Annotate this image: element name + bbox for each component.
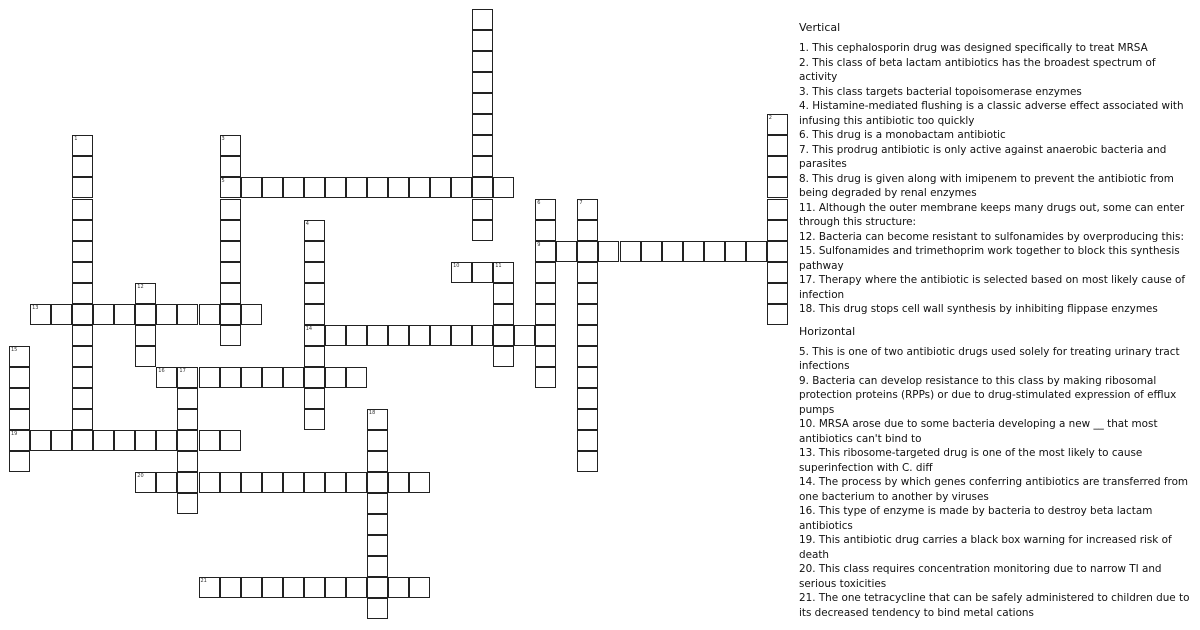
- crossword-cell[interactable]: [72, 262, 93, 283]
- crossword-cell[interactable]: [177, 388, 198, 409]
- clue-number: 19: [11, 431, 18, 437]
- crossword-cell[interactable]: [199, 304, 220, 325]
- crossword-cell[interactable]: [767, 220, 788, 241]
- crossword-cell[interactable]: [72, 283, 93, 304]
- crossword-cell[interactable]: [430, 325, 451, 346]
- crossword-cell[interactable]: [472, 177, 493, 198]
- crossword-cell[interactable]: [72, 156, 93, 177]
- clue-number: 5: [221, 178, 225, 185]
- crossword-cell[interactable]: [135, 346, 156, 367]
- crossword-cell[interactable]: [72, 325, 93, 346]
- crossword-cell[interactable]: [9, 388, 30, 409]
- crossword-cell[interactable]: [493, 283, 514, 304]
- crossword-cell[interactable]: [199, 472, 220, 493]
- crossword-cell[interactable]: [535, 220, 556, 241]
- crossword-cell[interactable]: [367, 493, 388, 514]
- crossword-cell[interactable]: [641, 241, 662, 262]
- clues-panel: [799, 21, 1197, 620]
- crossword-cell[interactable]: [346, 177, 367, 198]
- clue-item: 19. This antibiotic drug carries a black box warning for increased risk of death: [799, 534, 1172, 561]
- crossword-cell[interactable]: [556, 241, 577, 262]
- crossword-cell[interactable]: [535, 325, 556, 346]
- crossword-cell[interactable]: [241, 472, 262, 493]
- crossword-cell[interactable]: [156, 472, 177, 493]
- crossword-cell[interactable]: [409, 177, 430, 198]
- crossword-cell[interactable]: [535, 241, 556, 262]
- crossword-cell[interactable]: [767, 135, 788, 156]
- crossword-cell[interactable]: [577, 388, 598, 409]
- crossword-cell[interactable]: [388, 177, 409, 198]
- crossword-cell[interactable]: [367, 177, 388, 198]
- crossword-cell[interactable]: [493, 304, 514, 325]
- crossword-cell[interactable]: [767, 262, 788, 283]
- crossword-cell[interactable]: [199, 430, 220, 451]
- crossword-cell[interactable]: [51, 304, 72, 325]
- crossword-cell[interactable]: [177, 472, 198, 493]
- crossword-cell[interactable]: [241, 177, 262, 198]
- crossword-cell[interactable]: [304, 262, 325, 283]
- clue-number: 7: [579, 199, 583, 206]
- crossword-cell[interactable]: [577, 451, 598, 472]
- clue-item: 7. This prodrug antibiotic is only active against anaerobic bacteria and parasites: [799, 143, 1167, 170]
- crossword-cell[interactable]: [156, 430, 177, 451]
- clue-number: 20: [137, 473, 144, 480]
- crossword-cell[interactable]: [220, 577, 241, 598]
- crossword-cell[interactable]: [262, 472, 283, 493]
- crossword-cell[interactable]: [367, 577, 388, 598]
- crossword-cell[interactable]: [72, 199, 93, 220]
- crossword-cell[interactable]: [535, 304, 556, 325]
- crossword-cell[interactable]: [72, 241, 93, 262]
- crossword-cell[interactable]: [767, 199, 788, 220]
- crossword-cell[interactable]: [662, 241, 683, 262]
- crossword-cell[interactable]: [304, 304, 325, 325]
- crossword-cell[interactable]: [346, 577, 367, 598]
- crossword-cell[interactable]: [51, 430, 72, 451]
- crossword-cell[interactable]: [577, 409, 598, 430]
- clue-item: 4. Histamine-mediated flushing is a classic adverse effect associated with infusing this antibiotic too quickly: [799, 100, 1184, 127]
- crossword-cell[interactable]: [220, 325, 241, 346]
- crossword-cell[interactable]: [72, 177, 93, 198]
- crossword-cell[interactable]: [725, 241, 746, 262]
- crossword-cell[interactable]: [388, 325, 409, 346]
- crossword-cell[interactable]: [220, 304, 241, 325]
- crossword-cell[interactable]: [325, 367, 346, 388]
- crossword-cell[interactable]: [220, 177, 241, 198]
- crossword-cell[interactable]: [241, 304, 262, 325]
- clue-number: 1: [74, 136, 78, 143]
- crossword-cell[interactable]: [72, 430, 93, 451]
- clue-item: 18. This drug stops cell wall synthesis by inhibiting flippase enzymes: [799, 303, 1158, 315]
- crossword-cell[interactable]: [472, 325, 493, 346]
- crossword-cell[interactable]: [746, 241, 767, 262]
- crossword-cell[interactable]: [493, 262, 514, 283]
- crossword-cell[interactable]: [9, 430, 30, 451]
- clue-item: 2. This class of beta lactam antibiotics has the broadest spectrum of activity: [799, 56, 1156, 83]
- clue-number: 18: [368, 409, 376, 416]
- clue-number: 13: [32, 304, 39, 311]
- clue-item: 1. This cephalosporin drug was designed specifically to treat MRSA: [799, 42, 1148, 54]
- crossword-cell[interactable]: [9, 346, 30, 367]
- crossword-cell[interactable]: [220, 262, 241, 283]
- crossword-cell[interactable]: [241, 577, 262, 598]
- crossword-cell[interactable]: [535, 199, 556, 220]
- crossword-cell[interactable]: [577, 220, 598, 241]
- clue-item: 21. The one tetracycline that can be safely administered to children due to its decreased tendency to bind metal cations: [799, 592, 1190, 619]
- clue-item: 8. This drug is given along with imipenem to prevent the antibiotic from being degraded by renal enzymes: [799, 172, 1174, 199]
- crossword-cell[interactable]: [767, 156, 788, 177]
- crossword-cell[interactable]: [304, 241, 325, 262]
- crossword-cell[interactable]: [304, 577, 325, 598]
- crossword-cell[interactable]: [577, 241, 598, 262]
- crossword-cell[interactable]: [220, 472, 241, 493]
- crossword-cell[interactable]: [577, 430, 598, 451]
- crossword-cell[interactable]: [304, 177, 325, 198]
- clue-item: 9. Bacteria can develop resistance to this class by making ribosomal protection proteins (RPPs) or due to drug-stimulated expression of efflux pumps: [799, 374, 1177, 416]
- crossword-cell[interactable]: [493, 177, 514, 198]
- crossword-cell[interactable]: [93, 304, 114, 325]
- crossword-cell[interactable]: [262, 577, 283, 598]
- crossword-cell[interactable]: [472, 135, 493, 156]
- crossword-cell[interactable]: [577, 325, 598, 346]
- vertical-clue-list: [799, 41, 1197, 317]
- crossword-cell[interactable]: [262, 367, 283, 388]
- crossword-cell[interactable]: [430, 177, 451, 198]
- crossword-cell[interactable]: [346, 472, 367, 493]
- crossword-cell[interactable]: [199, 577, 220, 598]
- crossword-cell[interactable]: [304, 367, 325, 388]
- clue-number: 9: [537, 241, 541, 248]
- clue-number: 12: [137, 283, 144, 290]
- clue-item: 12. Bacteria can become resistant to sulfonamides by overproducing this:: [799, 230, 1184, 243]
- crossword-cell[interactable]: [367, 535, 388, 556]
- crossword-cell[interactable]: [325, 177, 346, 198]
- clue-item: 10. MRSA arose due to some bacteria developing a new __ that most antibiotics can't bind to: [799, 418, 1158, 445]
- crossword-cell[interactable]: [367, 598, 388, 619]
- clue-item: 20. This class requires concentration monitoring due to narrow TI and serious toxicities: [799, 563, 1162, 590]
- crossword-cell[interactable]: [135, 283, 156, 304]
- crossword-cell[interactable]: [9, 451, 30, 472]
- crossword-cell[interactable]: [220, 367, 241, 388]
- crossword-cell[interactable]: [156, 367, 177, 388]
- clue-number: 6: [537, 199, 541, 206]
- crossword-cell[interactable]: [135, 430, 156, 451]
- crossword-cell[interactable]: [283, 367, 304, 388]
- crossword-cell[interactable]: [577, 304, 598, 325]
- horizontal-heading: Horizontal: [799, 324, 856, 338]
- crossword-cell[interactable]: [367, 472, 388, 493]
- crossword-cell[interactable]: [9, 367, 30, 388]
- crossword-cell[interactable]: [535, 283, 556, 304]
- clue-number: 21: [200, 578, 207, 585]
- crossword-cell[interactable]: [220, 156, 241, 177]
- crossword-cell[interactable]: [577, 346, 598, 367]
- crossword-cell[interactable]: [177, 409, 198, 430]
- crossword-cell[interactable]: [472, 9, 493, 30]
- crossword-cell[interactable]: [451, 325, 472, 346]
- clue-number: 2: [768, 115, 772, 122]
- crossword-cell[interactable]: [409, 325, 430, 346]
- crossword-cell[interactable]: [135, 304, 156, 325]
- crossword-cell[interactable]: [283, 177, 304, 198]
- crossword-cell[interactable]: [472, 93, 493, 114]
- horizontal-clue-list: [799, 345, 1197, 621]
- crossword-cell[interactable]: [535, 367, 556, 388]
- crossword-cell[interactable]: [72, 304, 93, 325]
- crossword-cell[interactable]: [177, 451, 198, 472]
- crossword-cell[interactable]: [472, 220, 493, 241]
- crossword-cell[interactable]: [388, 577, 409, 598]
- crossword-cell[interactable]: [472, 114, 493, 135]
- crossword-cell[interactable]: [493, 325, 514, 346]
- clue-number: 14: [305, 325, 313, 332]
- crossword-cell[interactable]: [220, 430, 241, 451]
- clue-item: 14. The process by which genes conferring antibiotics are transferred from one bacterium to another by viruses: [799, 476, 1189, 503]
- crossword-cell[interactable]: [177, 493, 198, 514]
- clue-number: 11: [495, 262, 502, 269]
- crossword-cell[interactable]: [283, 577, 304, 598]
- crossword-cell[interactable]: [598, 241, 619, 262]
- crossword-cell[interactable]: [346, 325, 367, 346]
- crossword-cell[interactable]: [620, 241, 641, 262]
- crossword-cell[interactable]: [472, 262, 493, 283]
- crossword-cell[interactable]: [199, 367, 220, 388]
- crossword-cell[interactable]: [72, 346, 93, 367]
- crossword-cell[interactable]: [472, 156, 493, 177]
- crossword-cell[interactable]: [304, 346, 325, 367]
- crossword-cell[interactable]: [704, 241, 725, 262]
- crossword-cell[interactable]: [135, 325, 156, 346]
- clue-item: 13. This ribosome-targeted drug is one of the most likely to cause superinfection with C. diff: [799, 447, 1143, 474]
- clue-number: 4: [305, 220, 309, 227]
- crossword-cell[interactable]: [72, 135, 93, 156]
- crossword-cell[interactable]: [325, 577, 346, 598]
- crossword-cell[interactable]: [451, 262, 472, 283]
- crossword-cell[interactable]: [220, 283, 241, 304]
- crossword-cell[interactable]: [114, 430, 135, 451]
- clue-item: 17. Therapy where the antibiotic is selected based on most likely cause of infection: [799, 274, 1186, 301]
- crossword-cell[interactable]: [367, 430, 388, 451]
- crossword-cell[interactable]: [93, 430, 114, 451]
- crossword-cell[interactable]: [325, 325, 346, 346]
- crossword-cell[interactable]: [451, 177, 472, 198]
- crossword-cell[interactable]: [409, 472, 430, 493]
- crossword-cell[interactable]: [304, 283, 325, 304]
- clue-number: 3: [221, 136, 225, 143]
- crossword-cell[interactable]: [535, 346, 556, 367]
- crossword-cell[interactable]: [472, 30, 493, 51]
- crossword-cell[interactable]: [114, 304, 135, 325]
- crossword-cell[interactable]: [577, 262, 598, 283]
- crossword-cell[interactable]: [472, 72, 493, 93]
- crossword-cell[interactable]: [493, 346, 514, 367]
- crossword-cell[interactable]: [767, 241, 788, 262]
- crossword-cell[interactable]: [241, 367, 262, 388]
- crossword-cell[interactable]: [304, 409, 325, 430]
- clue-number: 16: [158, 367, 165, 374]
- crossword-cell[interactable]: [220, 241, 241, 262]
- crossword-cell[interactable]: [304, 472, 325, 493]
- crossword-cell[interactable]: [577, 199, 598, 220]
- crossword-cell[interactable]: [367, 409, 388, 430]
- crossword-cell[interactable]: [304, 325, 325, 346]
- crossword-cell[interactable]: [346, 367, 367, 388]
- crossword-cell[interactable]: [767, 283, 788, 304]
- clue-item: 15. Sulfonamides and trimethoprim work together to block this synthesis pathway: [799, 245, 1180, 272]
- crossword-cell[interactable]: [30, 430, 51, 451]
- crossword-cell[interactable]: [367, 514, 388, 535]
- crossword-cell[interactable]: [367, 556, 388, 577]
- crossword-cell[interactable]: [220, 220, 241, 241]
- crossword-cell[interactable]: [304, 388, 325, 409]
- crossword-cell[interactable]: [72, 409, 93, 430]
- crossword-cell[interactable]: [177, 367, 198, 388]
- crossword-cell[interactable]: [220, 199, 241, 220]
- clue-item: 6. This drug is a monobactam antibiotic: [799, 129, 1006, 141]
- crossword-cell[interactable]: [535, 262, 556, 283]
- crossword-cell[interactable]: [577, 367, 598, 388]
- crossword-cell[interactable]: [472, 51, 493, 72]
- crossword-cell[interactable]: [262, 177, 283, 198]
- crossword-cell[interactable]: [388, 472, 409, 493]
- crossword-cell[interactable]: [767, 177, 788, 198]
- clue-item: 11. Although the outer membrane keeps many drugs out, some can enter through this structure:: [799, 201, 1185, 228]
- crossword-cell[interactable]: [367, 325, 388, 346]
- crossword-cell[interactable]: [683, 241, 704, 262]
- crossword-cell[interactable]: [177, 430, 198, 451]
- clue-number: 10: [453, 262, 460, 269]
- crossword-cell[interactable]: [472, 199, 493, 220]
- crossword-cell[interactable]: [304, 220, 325, 241]
- clue-item: 16. This type of enzyme is made by bacteria to destroy beta lactam antibiotics: [799, 505, 1153, 532]
- crossword-cell[interactable]: [514, 325, 535, 346]
- clue-item: 3. This class targets bacterial topoisomerase enzymes: [799, 85, 1082, 98]
- crossword-cell[interactable]: [367, 451, 388, 472]
- crossword-cell[interactable]: [325, 472, 346, 493]
- crossword-cell[interactable]: [220, 135, 241, 156]
- crossword-cell[interactable]: [72, 388, 93, 409]
- crossword-cell[interactable]: [72, 367, 93, 388]
- crossword-cell[interactable]: [177, 304, 198, 325]
- crossword-cell[interactable]: [577, 283, 598, 304]
- crossword-cell[interactable]: [156, 304, 177, 325]
- crossword-cell[interactable]: [283, 472, 304, 493]
- crossword-cell[interactable]: [9, 409, 30, 430]
- crossword-cell[interactable]: [767, 114, 788, 135]
- clue-item: 5. This is one of two antibiotic drugs used solely for treating urinary tract infections: [799, 345, 1180, 372]
- clue-number: 15: [11, 346, 18, 353]
- crossword-cell[interactable]: [30, 304, 51, 325]
- vertical-heading: Vertical: [799, 21, 841, 34]
- crossword-cell[interactable]: [135, 472, 156, 493]
- crossword-cell[interactable]: [72, 220, 93, 241]
- crossword-cell[interactable]: [767, 304, 788, 325]
- crossword-cell[interactable]: [409, 577, 430, 598]
- clue-number: 17: [179, 367, 186, 374]
